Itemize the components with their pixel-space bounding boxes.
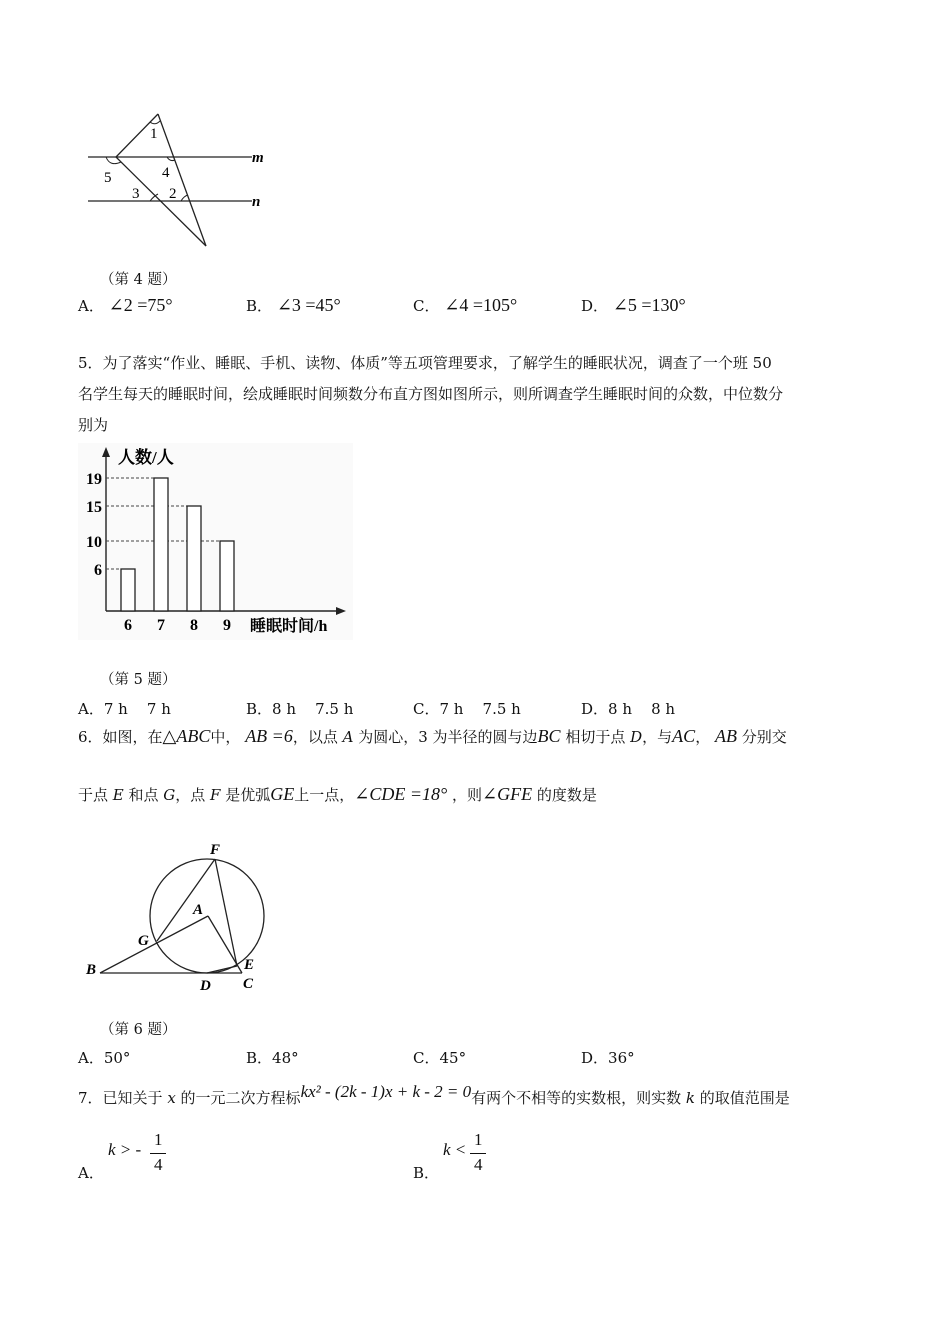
q6-text: 6．如图，在 [78, 728, 163, 746]
segment-de [207, 966, 237, 973]
x-axis-label: 睡眠时间/h [250, 618, 328, 635]
q5-text-line-3: 别为 [78, 416, 109, 434]
q6-text: ，与 [642, 728, 673, 746]
option-letter: D． [581, 700, 609, 718]
q6-text: ，则 [451, 786, 482, 804]
label-5: 5 [104, 170, 112, 186]
label-3: 3 [132, 186, 140, 202]
q6-option-b[interactable] [246, 1047, 299, 1068]
label-e: E [244, 957, 255, 973]
q5-text-line-1: 5．为了落实“作业、睡眠、手机、读物、体质”等五项管理要求，了解学生的睡眠状况，调查了一个班 50 [78, 354, 772, 372]
q6-point-a: A [342, 728, 354, 746]
q7-equation: kx² - (2k - 1)x + k - 2 = 0 [300, 1082, 472, 1101]
q6-math-angle-cde: ∠CDE =18° [354, 784, 448, 804]
x-tick-9: 9 [223, 617, 231, 634]
option-numerator: 1 [474, 1130, 483, 1149]
label-g: G [138, 933, 149, 949]
segment-fg [157, 859, 215, 941]
option-text: 8 h 8 h [608, 700, 676, 718]
option-letter: B． [413, 1164, 440, 1182]
q6-point-g: G [163, 786, 176, 804]
segment-ba [100, 916, 208, 973]
bar-8 [187, 506, 201, 611]
q4-option-d[interactable] [581, 295, 686, 316]
option-lhs: k > - [108, 1140, 142, 1159]
q6-text: ， [695, 728, 711, 746]
q6-text: 是优弧 [220, 786, 271, 804]
q7-text: 7．已知关于 [78, 1089, 168, 1107]
q6-math-bc: BC [537, 726, 561, 746]
y-tick-6: 6 [94, 562, 102, 579]
option-text: 36° [608, 1049, 635, 1067]
q7-option-b[interactable] [413, 1130, 613, 1180]
option-text: 50° [103, 1049, 131, 1067]
bar-6 [121, 569, 135, 611]
label-c: C [243, 976, 254, 992]
q6-math-ab2: AB [714, 726, 737, 746]
q4-figure [80, 110, 280, 255]
segment-fe [215, 859, 237, 966]
arc-2 [181, 195, 188, 201]
q5-option-a[interactable] [78, 698, 171, 719]
q6-point-e: E [112, 786, 124, 804]
option-letter: D． [581, 1049, 609, 1067]
q7-text: 的取值范围是 [695, 1089, 790, 1107]
label-d: D [200, 978, 211, 994]
q6-text: ，点 [175, 786, 211, 804]
label-b: B [86, 962, 97, 978]
q6-option-d[interactable] [581, 1047, 635, 1068]
q6-text: 于点 [78, 786, 113, 804]
q6-figure [80, 836, 280, 996]
option-text: 8 h 7.5 h [272, 700, 354, 718]
q5-caption: （第 5 题） [100, 672, 177, 688]
q6-text-line-1 [78, 726, 787, 747]
bar-7 [154, 478, 168, 611]
q7-text: 的一元二次方程标 [175, 1089, 301, 1107]
q5-text-line-2: 名学生每天的睡眠时间，绘成睡眠时间频数分布直方图如图所示，则所调查学生睡眠时间的众数，中位数分 [78, 385, 784, 403]
option-letter: C． [413, 700, 440, 718]
q6-math-triangle: △ABC [162, 726, 211, 746]
label-4: 4 [162, 165, 170, 181]
y-axis-label: 人数/人 [118, 448, 174, 467]
x-tick-6: 6 [124, 617, 132, 634]
x-tick-8: 8 [190, 617, 198, 634]
x-tick-7: 7 [157, 617, 165, 634]
label-m: m [252, 150, 264, 166]
q6-math-ge: GE [270, 784, 295, 804]
option-text: 48° [272, 1049, 299, 1067]
q6-text: 相切于点 [565, 728, 631, 746]
q5-histogram [78, 443, 353, 640]
q5-option-d[interactable] [581, 698, 675, 719]
q6-text: 上一点， [294, 786, 355, 804]
q6-option-c[interactable] [413, 1047, 466, 1068]
q7-text: 有两个不相等的实数根，则实数 [471, 1089, 686, 1107]
fraction-bar [150, 1153, 166, 1154]
label-1: 1 [150, 126, 158, 142]
option-letter: B． [246, 700, 273, 718]
fraction-bar [470, 1153, 486, 1154]
y-tick-10: 10 [86, 534, 102, 551]
option-letter: A． [78, 297, 104, 315]
option-text: 7 h 7.5 h [439, 700, 521, 718]
q6-text: 分别交 [741, 728, 787, 746]
option-letter: A． [78, 1049, 104, 1067]
q5-option-c[interactable] [413, 698, 521, 719]
option-expr: ∠2 =75° [108, 295, 173, 315]
q4-caption: （第 4 题） [100, 272, 177, 288]
q6-text: 为圆心，3 为半径的圆与边 [353, 728, 538, 746]
q6-text: 的度数是 [536, 786, 597, 804]
q7-var-x: x [167, 1089, 176, 1107]
option-letter: D． [581, 297, 609, 315]
q6-point-d: D [630, 728, 643, 746]
q7-option-a[interactable] [78, 1130, 278, 1180]
option-text: 7 h 7 h [103, 700, 171, 718]
option-denominator: 4 [474, 1155, 483, 1174]
q6-text-line-2 [78, 784, 597, 805]
option-denominator: 4 [154, 1155, 163, 1174]
q6-text: 中， [210, 728, 241, 746]
label-a: A [193, 902, 204, 918]
option-expr: ∠3 =45° [276, 295, 341, 315]
q7-var-k: k [685, 1089, 696, 1107]
q6-text: ，以点 [292, 728, 343, 746]
q6-math-ab: AB =6 [245, 726, 293, 746]
option-lhs: k < [443, 1140, 467, 1159]
q6-text: 和点 [123, 786, 164, 804]
y-tick-15: 15 [86, 499, 102, 516]
option-letter: B． [246, 1049, 273, 1067]
option-numerator: 1 [154, 1130, 163, 1149]
label-n: n [252, 194, 261, 210]
q5-option-b[interactable] [246, 698, 353, 719]
option-letter: B． [246, 297, 273, 315]
option-expr: ∠5 =130° [612, 295, 686, 315]
option-letter: A． [78, 1164, 104, 1182]
option-letter: C． [413, 1049, 440, 1067]
q4-option-b[interactable] [246, 295, 341, 316]
option-letter: C． [413, 297, 440, 315]
option-expr: ∠4 =105° [444, 295, 518, 315]
q4-option-a[interactable] [78, 295, 173, 316]
q4-option-c[interactable] [413, 295, 517, 316]
y-tick-19: 19 [86, 471, 102, 488]
q7-text-line-1 [78, 1082, 790, 1108]
q6-point-f: F [210, 786, 221, 804]
option-letter: A． [78, 700, 104, 718]
q6-caption: （第 6 题） [100, 1022, 177, 1038]
q6-math-angle-gfe: ∠GFE [482, 784, 533, 804]
q6-math-ac: AC [672, 726, 696, 746]
label-f: F [210, 842, 221, 858]
bar-9 [220, 541, 234, 611]
option-text: 45° [439, 1049, 467, 1067]
label-2: 2 [169, 186, 177, 202]
q6-option-a[interactable] [78, 1047, 130, 1068]
